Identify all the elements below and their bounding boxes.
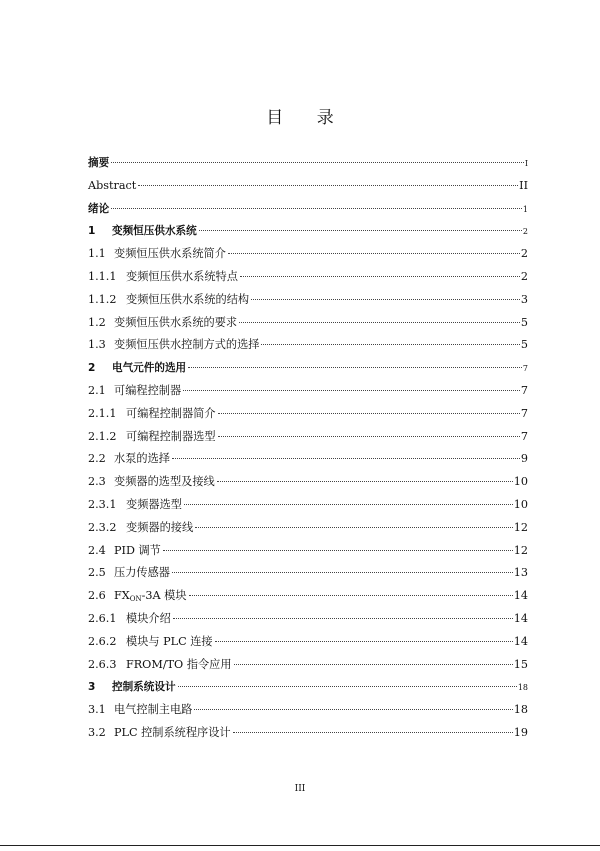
- toc-entry-number: 2.1.2: [88, 429, 117, 443]
- dot-leader: [234, 664, 513, 665]
- toc-entry[interactable]: [88, 676, 528, 699]
- toc-entry-label: 可编程控制器: [114, 383, 182, 397]
- table-of-contents: [88, 152, 528, 745]
- toc-entry-label: 变频器的选型及接线: [114, 475, 215, 489]
- toc-entry-page: I: [524, 159, 528, 168]
- dot-leader: [183, 390, 520, 391]
- toc-entry-page: II: [519, 178, 528, 192]
- toc-entry-page: 5: [520, 338, 528, 352]
- dot-leader: [172, 458, 520, 459]
- toc-entry-page: 15: [513, 657, 528, 671]
- dot-leader: [178, 686, 517, 687]
- toc-entry-page: 7: [520, 383, 528, 397]
- toc-entry-page: 3: [520, 292, 528, 306]
- toc-entry-number: 1.1.2: [88, 292, 117, 306]
- toc-entry-page: 2: [522, 227, 528, 237]
- toc-entry-page: 13: [513, 566, 528, 580]
- toc-entry-page: 18: [513, 703, 528, 717]
- dot-leader: [111, 162, 524, 163]
- toc-entry-label: 绪论: [88, 202, 110, 215]
- toc-entry-number: 1: [88, 225, 96, 238]
- toc-entry-number: 2.1: [88, 383, 106, 397]
- toc-entry-number: 3.2: [88, 725, 106, 739]
- toc-entry-label: PLC 控制系统程序设计: [114, 725, 231, 739]
- toc-entry-label: 水泵的选择: [114, 452, 170, 466]
- dot-leader: [239, 322, 520, 323]
- toc-entry[interactable]: [88, 540, 528, 563]
- toc-entry-number: 2.3: [88, 475, 106, 489]
- toc-entry-label: 电气元件的选用: [112, 362, 187, 375]
- toc-entry-label: 摘要: [88, 157, 110, 169]
- toc-entry-page: 12: [513, 543, 528, 557]
- toc-entry-label: 模块介绍: [126, 611, 171, 625]
- toc-entry[interactable]: [88, 220, 528, 243]
- toc-entry[interactable]: [88, 403, 528, 426]
- toc-entry-number: 2.3.2: [88, 520, 117, 534]
- toc-entry-page: 7: [522, 364, 528, 374]
- toc-entry[interactable]: [88, 266, 528, 289]
- bottom-rule: [0, 845, 600, 846]
- dot-leader: [215, 641, 513, 642]
- dot-leader: [184, 504, 513, 505]
- toc-entry-label: PID 调节: [114, 543, 161, 557]
- toc-entry[interactable]: [88, 448, 528, 471]
- toc-entry-label: $FX_{ON}-3A$ 模块: [114, 589, 187, 604]
- dot-leader: [261, 344, 519, 345]
- toc-entry[interactable]: [88, 198, 528, 221]
- dot-leader: [251, 299, 520, 300]
- toc-entry-label: 电气控制主电路: [114, 703, 193, 717]
- toc-entry-page: 2: [520, 247, 528, 261]
- toc-entry[interactable]: [88, 289, 528, 312]
- dot-leader: [189, 595, 513, 596]
- toc-entry-page: 18: [517, 683, 528, 693]
- dot-leader: [199, 230, 522, 231]
- toc-entry[interactable]: [88, 471, 528, 494]
- toc-entry-number: 1.3: [88, 338, 106, 352]
- toc-entry-page: 9: [520, 452, 528, 466]
- dot-leader: [195, 527, 513, 528]
- toc-entry-label: 变频恒压供水控制方式的选择: [114, 338, 260, 352]
- toc-entry-number: 2.4: [88, 543, 106, 557]
- dot-leader: [188, 367, 522, 368]
- toc-entry-number: 2.6: [88, 589, 106, 603]
- toc-entry-page: 14: [513, 634, 528, 648]
- toc-entry-number: 1.1.1: [88, 269, 117, 283]
- dot-leader: [138, 185, 518, 186]
- toc-entry-label: 可编程控制器选型: [126, 429, 216, 443]
- toc-entry[interactable]: [88, 380, 528, 403]
- toc-entry-label: 变频器选型: [126, 497, 182, 511]
- toc-entry-number: 1.1: [88, 247, 106, 261]
- toc-entry[interactable]: [88, 722, 528, 745]
- toc-entry-number: 2: [88, 362, 96, 375]
- toc-entry[interactable]: [88, 152, 528, 175]
- dot-leader: [194, 709, 512, 710]
- toc-entry-label: Abstract: [88, 178, 137, 192]
- toc-entry-label: 可编程控制器简介: [126, 406, 216, 420]
- dot-leader: [172, 572, 513, 573]
- toc-entry-number: 1.2: [88, 315, 106, 329]
- toc-entry-label: 变频恒压供水系统: [112, 225, 197, 238]
- toc-entry-page: 12: [513, 520, 528, 534]
- dot-leader: [218, 413, 520, 414]
- toc-entry[interactable]: [88, 243, 528, 266]
- toc-entry-label: 变频恒压供水系统特点: [126, 269, 238, 283]
- dot-leader: [240, 276, 520, 277]
- toc-entry-label: FROM/TO 指令应用: [126, 657, 232, 671]
- toc-entry-number: 2.6.1: [88, 611, 117, 625]
- toc-entry-number: 2.2: [88, 452, 106, 466]
- toc-entry-page: 5: [520, 315, 528, 329]
- toc-entry-label: 控制系统设计: [112, 681, 176, 694]
- toc-entry-label: 变频恒压供水系统的要求: [114, 315, 238, 329]
- toc-entry-page: 14: [513, 611, 528, 625]
- toc-entry-label: 变频恒压供水系统简介: [114, 247, 226, 261]
- toc-entry-page: 14: [513, 589, 528, 603]
- dot-leader: [173, 618, 513, 619]
- toc-entry[interactable]: [88, 357, 528, 380]
- toc-entry[interactable]: [88, 426, 528, 449]
- dot-leader: [218, 436, 520, 437]
- toc-entry-label: 变频恒压供水系统的结构: [126, 292, 250, 306]
- toc-entry-page: 19: [513, 725, 528, 739]
- toc-entry-page: 1: [522, 204, 528, 214]
- toc-entry[interactable]: [88, 654, 528, 677]
- toc-entry[interactable]: [88, 562, 528, 585]
- toc-entry[interactable]: [88, 608, 528, 631]
- toc-entry-label: 模块与 PLC 连接: [126, 634, 213, 648]
- toc-entry[interactable]: [88, 312, 528, 335]
- toc-entry-number: 2.3.1: [88, 497, 117, 511]
- toc-entry[interactable]: [88, 585, 528, 608]
- toc-entry-number: 3.1: [88, 703, 106, 717]
- dot-leader: [233, 732, 513, 733]
- toc-entry[interactable]: [88, 699, 528, 722]
- toc-entry[interactable]: [88, 175, 528, 198]
- toc-entry-number: 2.6.2: [88, 634, 117, 648]
- dot-leader: [111, 208, 522, 209]
- page-title: 目 录: [266, 108, 348, 128]
- toc-entry-page: 7: [520, 406, 528, 420]
- toc-entry-page: 2: [520, 269, 528, 283]
- toc-entry-label: 变频器的接线: [126, 520, 194, 534]
- toc-entry[interactable]: [88, 494, 528, 517]
- toc-entry-page: 10: [513, 475, 528, 489]
- toc-entry[interactable]: [88, 517, 528, 540]
- toc-entry-label: 压力传感器: [114, 566, 170, 580]
- toc-entry-number: 3: [88, 681, 96, 694]
- page-number: III: [294, 784, 306, 794]
- toc-entry-number: 2.1.1: [88, 406, 117, 420]
- dot-leader: [228, 253, 520, 254]
- dot-leader: [217, 481, 513, 482]
- toc-entry[interactable]: [88, 631, 528, 654]
- toc-entry[interactable]: [88, 334, 528, 357]
- toc-entry-number: 2.5: [88, 566, 106, 580]
- dot-leader: [163, 550, 513, 551]
- toc-entry-page: 7: [520, 429, 528, 443]
- toc-entry-number: 2.6.3: [88, 657, 117, 671]
- toc-entry-page: 10: [513, 497, 528, 511]
